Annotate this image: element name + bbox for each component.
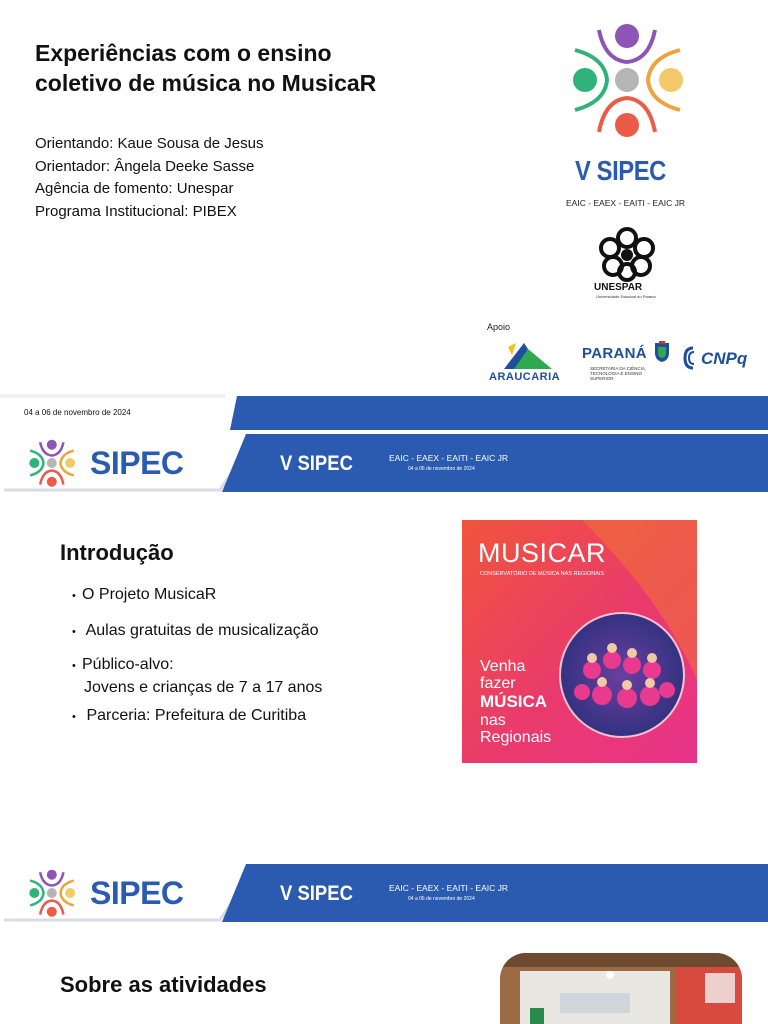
poster-nas-regionais: nas Regionais (480, 712, 552, 746)
event-name: V SIPEC (575, 155, 666, 186)
header-eaic-label: EAIC - EAEX - EAITI - EAIC JR (389, 883, 509, 893)
list-item: • Parceria: Prefeitura de Curitiba (72, 707, 307, 724)
meta-orientando: Orientando: Kaue Sousa de Jesus (35, 135, 264, 152)
unespar-logo-icon (598, 226, 656, 282)
header-sipec-logo-icon (26, 868, 78, 918)
unespar-label: UNESPAR (594, 282, 643, 293)
parana-sublabel: SECRETARIA DA CIÊNCIA, TECNOLOGIA E ENSINO SUPERIOR (590, 366, 647, 381)
meta-agencia: Agência de fomento: Unespar (35, 180, 234, 197)
poster-tagline: Venha fazer (480, 658, 526, 692)
parana-label: PARANÁ (582, 345, 647, 362)
activities-photo-image (500, 953, 742, 1024)
araucaria-label: ARAUCARIA (489, 371, 561, 383)
list-item: • O Projeto MusicaR (72, 586, 217, 603)
title-line-1: Experiências com o ensino (35, 40, 332, 66)
parana-crest-icon (653, 341, 671, 363)
meta-programa: Programa Institucional: PIBEX (35, 202, 237, 220)
apoio-label: Apoio (487, 322, 511, 332)
header-date-label: 04 a 06 de novembro de 2024 (408, 466, 475, 472)
slide-meta (35, 133, 264, 223)
sipec-logo-icon (565, 20, 690, 140)
footer-date: 04 a 06 de novembro de 2024 (24, 408, 131, 417)
header-vsipec-label: V SIPEC (280, 452, 353, 475)
header-sipec-logo-icon (26, 438, 78, 488)
header-date-label: 04 a 06 de novembro de 2024 (408, 896, 475, 902)
list-item: • Público-alvo: Jovens e crianças de 7 a 17 anos (72, 656, 323, 696)
header-sipec-label: SIPEC (90, 875, 184, 911)
event-subtitle: EAIC - EAEX - EAITI - EAIC JR (566, 198, 686, 208)
unespar-sublabel: Universidade Estadual do Paraná (596, 294, 656, 299)
cnpq-label: CNPq (701, 349, 748, 368)
slide-title (35, 38, 475, 98)
activities-heading: Sobre as atividades (60, 972, 267, 997)
header-vsipec-label: V SIPEC (280, 882, 353, 905)
header-eaic-label: EAIC - EAEX - EAITI - EAIC JR (389, 453, 509, 463)
title-line-2: coletivo de música no MusicaR (35, 70, 377, 96)
meta-orientador: Orientador: Ângela Deeke Sasse (35, 157, 255, 175)
musicar-subtitle: CONSERVATÓRIO DE MÚSICA NAS REGIONAIS (480, 571, 605, 577)
musicar-logo-text: MUSICAR (478, 538, 607, 568)
header-sipec-label: SIPEC (90, 445, 184, 481)
list-item: • Aulas gratuitas de musicalização (72, 622, 319, 639)
poster-musica: MÚSICA (480, 692, 548, 711)
araucaria-logo-icon (502, 341, 554, 371)
intro-heading: Introdução (60, 540, 174, 565)
